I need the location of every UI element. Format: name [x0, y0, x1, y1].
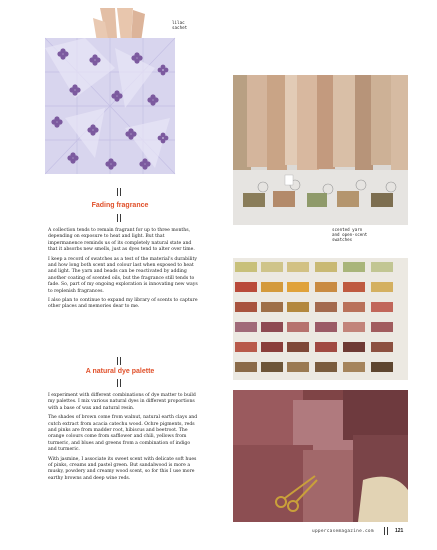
sachet-caption [172, 20, 187, 30]
swatches-caption-line: and open-scent [332, 232, 368, 237]
section-heading: Fading fragrance [91, 202, 149, 209]
hanging-yarn-illustration [233, 75, 408, 225]
section-rule [117, 214, 122, 222]
yarn-swatches-photo [233, 75, 408, 225]
paragraph: The shades of brown come from walnut, natural earth clays and cutch extract from acacia catechu wood. Ochre pigments, reds and pinks are from madder root, hibiscus and beetroot. The orange colours come from safflower and chili, yellows from turmeric, and blues and greens from a combination of indigo and turmeric. [48, 415, 198, 453]
section-heading: A natural dye palette [85, 368, 155, 375]
lilac-flowers [45, 38, 175, 174]
footer-site: uppercasemagazine.com [312, 529, 374, 534]
paragraph: I also plan to continue to expand my library of scents to capture other places and memories dear to me. [48, 298, 198, 310]
paragraph: With jasmine, I associate its sweet scent with delicate soft hues of pinks, creams and pastel green. But sandalwood is more a musky, powdery and creamy wood scent, so for this I use more earthy browns and deep wine reds. [48, 456, 197, 481]
yarn-card-grid-illustration [233, 258, 408, 380]
sachet-caption-line: sachet [172, 25, 188, 30]
yarn-cards-photo [233, 258, 408, 380]
section-rule [117, 379, 122, 387]
lilac-flower-pattern [45, 38, 175, 174]
footer-rule [384, 527, 389, 535]
paragraph: I experiment with different combinations of dye matter to build my palettes. I mix various natural dyes in different proportions with a base of wax and natural resin. [48, 393, 196, 411]
section-rule [117, 188, 122, 196]
dyed-fabrics-photo [233, 390, 408, 522]
section-body [48, 228, 198, 314]
sachet-caption-line: lilac [172, 20, 185, 25]
paragraph: A collection tends to remain fragrant for up to three months, depending on exposure to heat and light. But that impermanence reminds us of its completely natural state and that it absorbs new smells, just as dyes tend to alter over time. [48, 228, 195, 253]
page-number: 121 [395, 528, 404, 534]
section-body [48, 393, 198, 485]
swatches-caption-line: swatches [332, 237, 353, 242]
swatches-caption [332, 227, 367, 242]
dyed-fabric-illustration [233, 390, 408, 522]
section-rule [117, 357, 122, 365]
swatches-caption-line: scented yarn [332, 227, 363, 232]
paragraph: I keep a record of swatches as a test of the material's durability and how long both scent and colour last when exposed to heat and light. The yarn and beads can be reactivated by adding another coating of scented oils, but the fragrance still tends to fade. So, part of my ongoing exploration is innovating new ways to replenish fragrances. [48, 256, 198, 294]
